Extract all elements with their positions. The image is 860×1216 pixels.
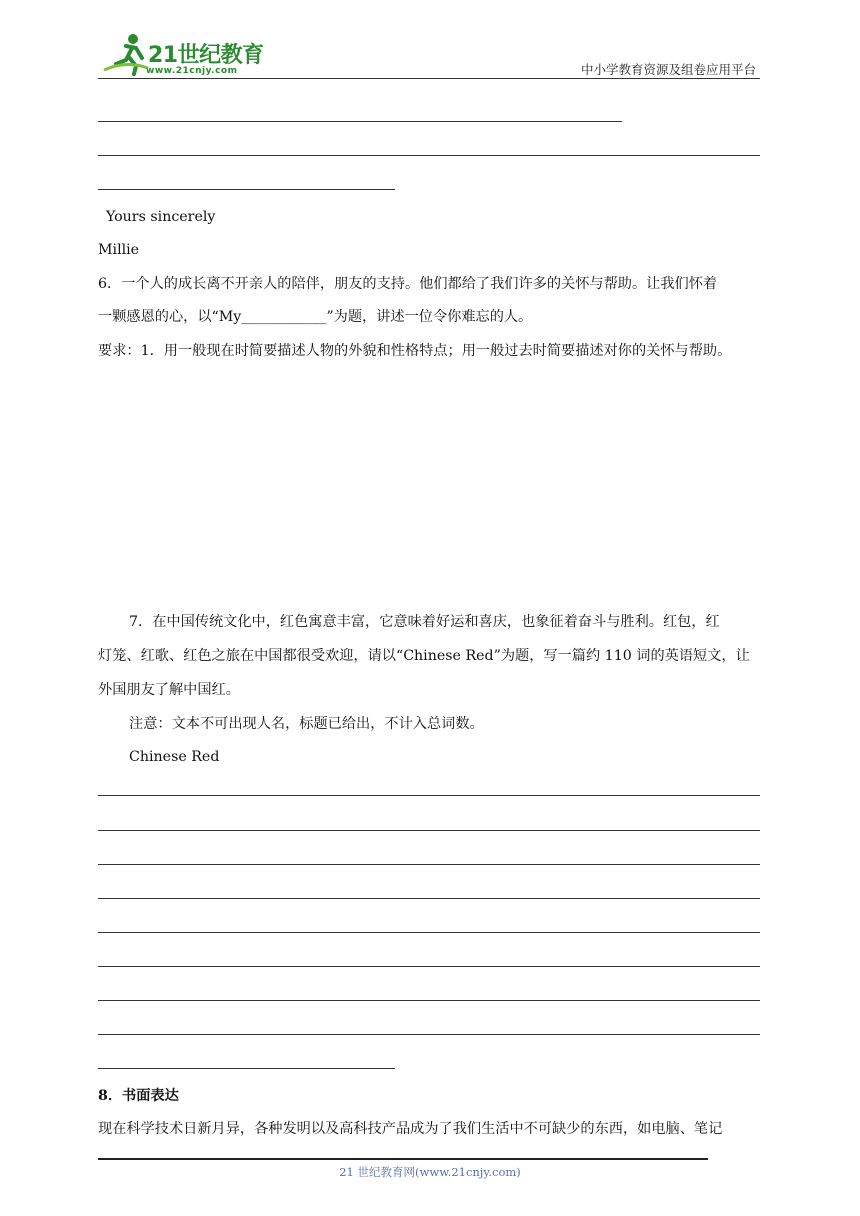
footer-divider	[98, 1158, 708, 1160]
writing-line	[98, 795, 760, 796]
answer-line	[98, 155, 760, 156]
writing-line	[98, 1034, 760, 1035]
essay-title: Chinese Red	[129, 749, 220, 765]
footer-text: 21 世纪教育网(www.21cnjy.com)	[339, 1165, 521, 1179]
answer-line	[98, 189, 395, 190]
answer-line	[98, 121, 622, 122]
question-6-requirement: 要求：1．用一般现在时简要描述人物的外貌和性格特点；用一般过去时简要描述对你的关怀与帮助。	[98, 343, 732, 359]
header-divider	[98, 78, 760, 79]
question-7-line-2: 灯笼、红歌、红色之旅在中国都很受欢迎，请以“Chinese Red”为题，写一篇约 110 词的英语短文，让	[98, 648, 750, 664]
question-7-note: 注意：文本不可出现人名，标题已给出，不计入总词数。	[129, 716, 484, 732]
writing-line	[98, 1000, 760, 1001]
writing-line	[98, 898, 760, 899]
question-6-line-2: 一颗感恩的心，以“My____________”为题，讲述一位令你难忘的人。	[98, 309, 533, 325]
question-7-line-1: 7．在中国传统文化中，红色寓意丰富，它意味着好运和喜庆，也象征着奋斗与胜利。红包，红	[129, 614, 720, 630]
question-6-line-1: 6．一个人的成长离不开亲人的陪伴，朋友的支持。他们都给了我们许多的关怀与帮助。让我们怀着	[98, 276, 718, 292]
question-8-heading: 8．书面表达	[98, 1088, 179, 1104]
writing-line	[98, 932, 760, 933]
letter-closing: Yours sincerely	[106, 209, 216, 225]
writing-line	[98, 830, 760, 831]
question-7-line-3: 外国朋友了解中国红。	[98, 682, 240, 698]
platform-name: 中小学教育资源及组卷应用平台	[580, 62, 756, 77]
writing-line	[98, 864, 760, 865]
logo-url: www.21cnjy.com	[146, 66, 238, 76]
logo-text: 21世纪教育	[148, 43, 264, 68]
letter-signature: Millie	[98, 242, 140, 258]
writing-line	[98, 1068, 395, 1069]
question-8-line-1: 现在科学技术日新月异，各种发明以及高科技产品成为了我们生活中不可缺少的东西，如电脑、笔记	[98, 1121, 723, 1137]
writing-line	[98, 966, 760, 967]
